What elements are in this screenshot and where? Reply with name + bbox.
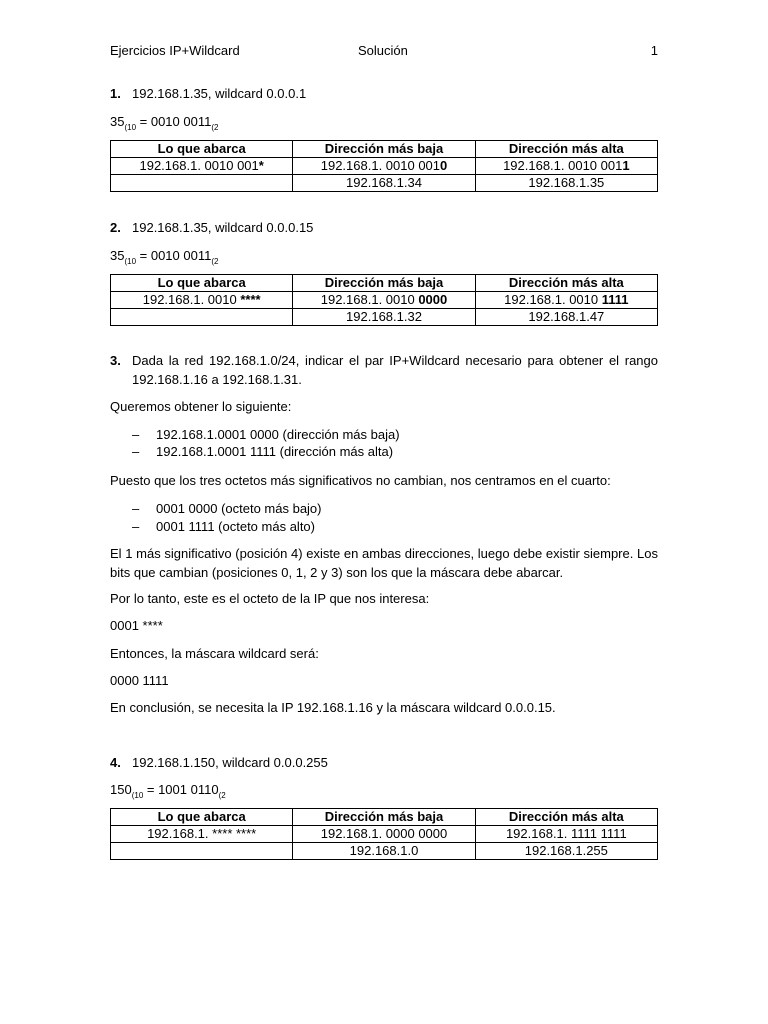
table-row bbox=[111, 826, 658, 843]
table-cell: 192.168.1. 0010 **** bbox=[111, 292, 293, 309]
list-item: – 0001 0000 (octeto más bajo) bbox=[132, 501, 322, 516]
header-center: Solución bbox=[358, 43, 408, 58]
table-cell: 192.168.1.35 bbox=[475, 175, 657, 192]
exercise-2-title: 2. 192.168.1.35, wildcard 0.0.0.15 bbox=[110, 220, 314, 235]
table-cell: 192.168.1. 0010 0011 bbox=[475, 158, 657, 175]
paragraph: 0001 **** bbox=[110, 618, 163, 633]
exercise-1-conversion: $35_{(10} = 0010$ $0011_{(2}$ bbox=[110, 114, 219, 132]
table-cell: 192.168.1. 0010 0000 bbox=[293, 292, 475, 309]
list-item: – 192.168.1.0001 0000 (dirección más baja) bbox=[132, 427, 400, 442]
table-cell: 192.168.1.47 bbox=[475, 309, 657, 326]
column-header: Dirección más alta bbox=[475, 275, 657, 292]
table-header-row bbox=[111, 141, 658, 158]
list-item: – 192.168.1.0001 1111 (dirección más alta) bbox=[132, 444, 394, 459]
column-header: Dirección más alta bbox=[475, 141, 657, 158]
header-title: Ejercicios IP+Wildcard bbox=[110, 43, 240, 58]
paragraph: Puesto que los tres octetos más significativos no cambian, nos centramos en el cuarto: bbox=[110, 473, 611, 488]
column-header: Dirección más alta bbox=[475, 809, 657, 826]
exercise-4-title: 4. 192.168.1.150, wildcard 0.0.0.255 bbox=[110, 755, 328, 770]
table-row bbox=[111, 843, 658, 860]
table-cell: 192.168.1. 1111 1111 bbox=[475, 826, 657, 843]
table-cell: 192.168.1.0 bbox=[293, 843, 475, 860]
table-cell: 192.168.1. **** **** bbox=[111, 826, 293, 843]
table-cell bbox=[111, 843, 293, 860]
table-cell: 192.168.1.32 bbox=[293, 309, 475, 326]
column-header: Lo que abarca bbox=[111, 141, 293, 158]
table-cell: 192.168.1. 0010 001* bbox=[111, 158, 293, 175]
exercise-1-title: 1. 192.168.1.35, wildcard 0.0.0.1 bbox=[110, 86, 307, 101]
paragraph: Entonces, la máscara wildcard será: bbox=[110, 646, 319, 661]
exercise-4-conversion: $150_{(10} = 1001$ $0110_{(2}$ bbox=[110, 782, 226, 800]
page-number: 1 bbox=[650, 43, 658, 58]
paragraph: Queremos obtener lo siguiente: bbox=[110, 399, 292, 414]
paragraph: En conclusión, se necesita la IP 192.168.1.16 y la máscara wildcard 0.0.0.15. bbox=[110, 700, 556, 715]
table-row bbox=[111, 158, 658, 175]
table-header-row bbox=[111, 809, 658, 826]
exercise-1-table bbox=[110, 140, 658, 192]
table-cell: 192.168.1. 0010 0010 bbox=[293, 158, 475, 175]
paragraph: 0000 1111 bbox=[110, 673, 169, 688]
list-item: – 0001 1111 (octeto más alto) bbox=[132, 519, 315, 534]
table-cell bbox=[111, 309, 293, 326]
paragraph: El 1 más significativo (posición 4) existe en ambas direcciones, luego debe existir siempre. Los bits que cambian (posiciones 0, 1, 2 y 3) son los que la máscara debe abarcar. bbox=[110, 546, 658, 580]
exercise-3-statement: Dada la red 192.168.1.0/24, indicar el par IP+Wildcard necesario para obtener el rango 192.168.1.16 a 192.168.1.31. bbox=[132, 353, 658, 387]
table-header-row bbox=[111, 275, 658, 292]
column-header: Lo que abarca bbox=[111, 275, 293, 292]
exercise-2-table bbox=[110, 274, 658, 326]
table-row bbox=[111, 309, 658, 326]
column-header: Dirección más baja bbox=[293, 275, 475, 292]
paragraph: Por lo tanto, este es el octeto de la IP que nos interesa: bbox=[110, 591, 430, 606]
table-cell: 192.168.1.255 bbox=[475, 843, 657, 860]
exercise-2-conversion: $35_{(10} = 0010$ $0011_{(2}$ bbox=[110, 248, 219, 266]
table-row bbox=[111, 175, 658, 192]
table-cell bbox=[111, 175, 293, 192]
column-header: Dirección más baja bbox=[293, 809, 475, 826]
table-row bbox=[111, 292, 658, 309]
table-cell: 192.168.1. 0010 1111 bbox=[475, 292, 657, 309]
exercise-3-number: 3. bbox=[110, 353, 121, 368]
column-header: Lo que abarca bbox=[111, 809, 293, 826]
table-cell: 192.168.1. 0000 0000 bbox=[293, 826, 475, 843]
column-header: Dirección más baja bbox=[293, 141, 475, 158]
exercise-4-table bbox=[110, 808, 658, 860]
table-cell: 192.168.1.34 bbox=[293, 175, 475, 192]
